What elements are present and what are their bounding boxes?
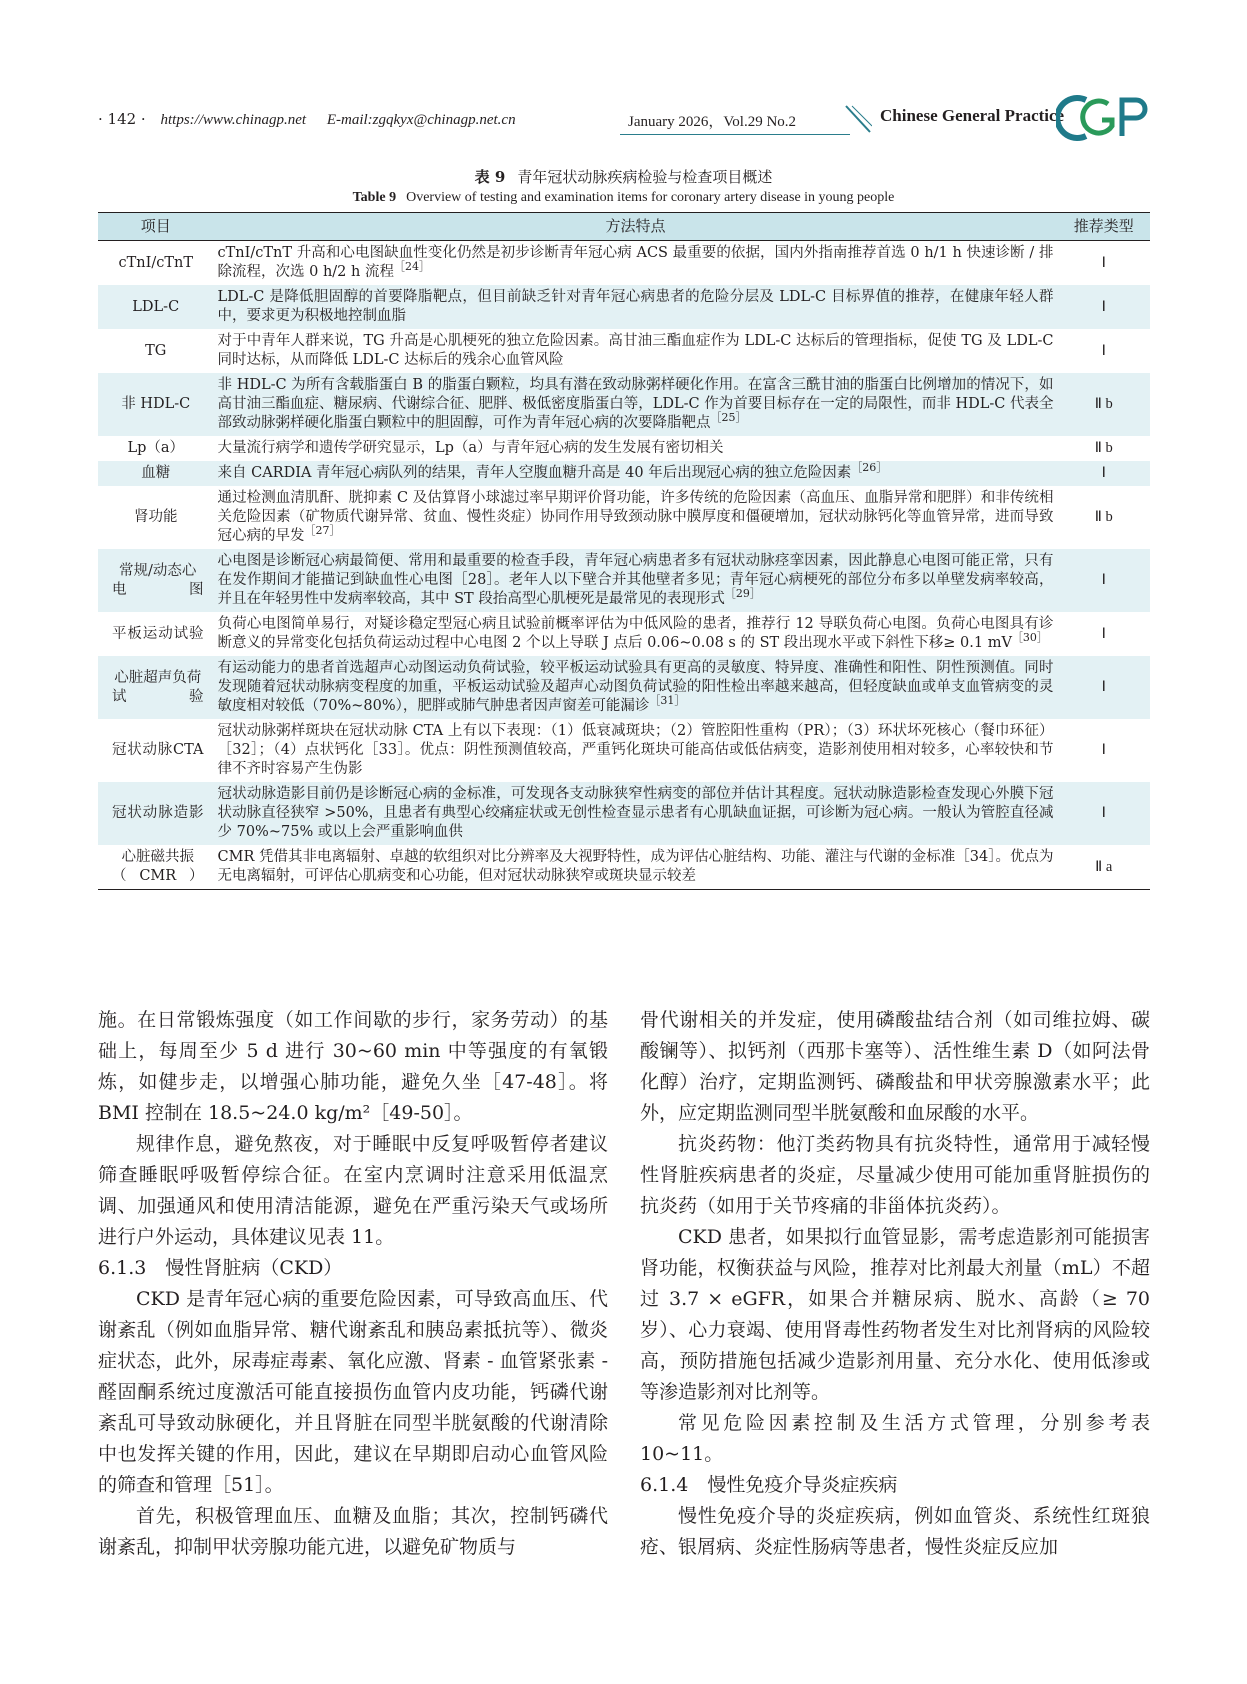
row-description [214, 436, 1058, 461]
table-row [98, 436, 1150, 461]
table-row [98, 461, 1150, 486]
row-item: 冠状动脉造影 [98, 782, 214, 845]
table-row [98, 845, 1150, 890]
table-row [98, 719, 1150, 782]
page-number: · 142 · [98, 110, 146, 128]
body-column-right [640, 1005, 1150, 1563]
row-reference: ［27］ [304, 524, 341, 538]
row-item: 平板运动试验 [112, 625, 204, 642]
table-row [98, 373, 1150, 436]
col-header-item: 项目 [98, 213, 214, 241]
journal-name: Chinese General Practice [880, 106, 1065, 125]
table-row [98, 241, 1150, 286]
row-description [214, 285, 1058, 329]
cgp-logo [1056, 92, 1152, 142]
row-item: Lp（a） [127, 440, 185, 456]
body-paragraph: 规律作息，避免熬夜，对于睡眠中反复呼吸暂停者建议筛查睡眠呼吸暂停综合征。在室内烹调时注意采用低温烹调、加强通风和使用清洁能源，避免在严重污染天气或场所进行户外运动，具体建议见表 11。 [98, 1133, 608, 1248]
row-grade: Ⅰ [1057, 461, 1150, 486]
row-grade: Ⅱ b [1057, 373, 1150, 436]
row-item: 常规/动态心电图 [98, 549, 214, 612]
table-row [98, 549, 1150, 612]
body-paragraph: 骨代谢相关的并发症，使用磷酸盐结合剂（如司维拉姆、碳酸镧等）、拟钙剂（西那卡塞等）、活性维生素 D（如阿法骨化醇）治疗，定期监测钙、磷酸盐和甲状旁腺激素水平；此外，应定期监测同型半胱氨酸和血尿酸的水平。 [640, 1009, 1150, 1124]
row-grade: Ⅱ b [1094, 509, 1113, 525]
row-item: 非 HDL-C [98, 373, 214, 436]
row-reference: ［31］ [649, 694, 686, 708]
table-row [98, 612, 1150, 656]
row-description-text: CMR 凭借其非电离辐射、卓越的软组织对比分辨率及大视野特性，成为评估心脏结构、功能、灌注与代谢的金标准［34］。优点为无电离辐射，可评估心肌病变和心功能，但对冠状动脉狭窄或斑块显示较差 [217, 849, 1054, 884]
row-description [214, 549, 1058, 612]
row-description-text: cTnI/cTnT 升高和心电图缺血性变化仍然是初步诊断青年冠心病 ACS 最重要的依据，国内外指南推荐首选 0 h/1 h 快速诊断 / 排除流程，次选 0 h/2 h 流程 [217, 245, 1054, 280]
table-row [98, 486, 1150, 549]
journal-email[interactable]: E-mail:zgqkyx@chinagp.net.cn [326, 112, 516, 128]
row-item: 心脏磁共振（CMR） [98, 845, 214, 890]
table-header-row [98, 213, 1150, 241]
body-paragraph: 抗炎药物：他汀类药物具有抗炎特性，通常用于减轻慢性肾脏疾病患者的炎症，尽量减少使用可能加重肾脏损伤的抗炎药（如用于关节疼痛的非甾体抗炎药）。 [640, 1133, 1150, 1217]
row-grade: Ⅰ [1101, 742, 1106, 758]
row-description [214, 461, 1058, 486]
col-header-grade: 推荐类型 [1057, 213, 1150, 241]
row-grade: Ⅰ [1057, 656, 1150, 719]
header-rule [620, 134, 850, 135]
body-paragraph: CKD 是青年冠心病的重要危险因素，可导致高血压、代谢紊乱（例如血脂异常、糖代谢紊乱和胰岛素抵抗等）、微炎症状态，此外，尿毒症毒素、氧化应激、肾素 - 血管紧张素 - 醛固酮系统过度激活可能直接损伤血管内皮功能，钙磷代谢紊乱可导致动脉硬化，并且肾脏在同型半胱氨酸的代谢清除中也发挥关键的作用，因此，建议在早期即启动心血管风险的筛查和管理［51］。 [98, 1288, 608, 1496]
row-description [214, 241, 1058, 286]
row-item: 肾功能 [134, 509, 178, 525]
row-item: LDL-C [98, 285, 214, 329]
body-paragraph: 首先，积极管理血压、血糖及血脂；其次，控制钙磷代谢紊乱，抑制甲状旁腺功能亢进，以避免矿物质与 [98, 1505, 608, 1558]
row-grade: Ⅰ [1101, 342, 1106, 359]
table-title-cn: 表 9 青年冠状动脉疾病检验与检查项目概述 [474, 168, 773, 186]
body-paragraph: 施。在日常锻炼强度（如工作间歇的步行，家务劳动）的基础上，每周至少 5 d 进行 30~60 min 中等强度的有氧锻炼，如健步走，以增强心肺功能，避免久坐［47-48］。将 BMI 控制在 18.5~24.0 kg/m²［49-50］。 [98, 1009, 608, 1124]
issue-info: January 2026，Vol.29 No.2 [628, 114, 797, 130]
row-grade: Ⅰ [1101, 254, 1106, 271]
row-description-text: 负荷心电图简单易行，对疑诊稳定型冠心病且试验前概率评估为中低风险的患者，推荐行 12 导联负荷心电图。负荷心电图具有诊断意义的异常变化包括负荷运动过程中心电图 2 个以上导联 J 点后 0.06~0.08 s 的 ST 段出现水平或下斜性下移≥ 0.1 mV [217, 616, 1054, 651]
section-heading: 6.1.4 慢性免疫介导炎症疾病 [640, 1474, 898, 1496]
row-grade: Ⅱ a [1057, 845, 1150, 890]
row-description-text: 有运动能力的患者首选超声心动图运动负荷试验，较平板运动试验具有更高的灵敏度、特异度、准确性和阳性、阴性预测值。同时发现随着冠状动脉病变程度的加重，平板运动试验及超声心动图负荷试验的阳性检出率越来越高，但轻度缺血或单支血管病变的灵敏度相对较低（70%~80%），肥胖或肺气肿患者因声窗差可能漏诊 [217, 660, 1054, 714]
body-paragraph: 常见危险因素控制及生活方式管理，分别参考表 10~11。 [640, 1412, 1150, 1465]
row-description-text: 对于中青年人群来说，TG 升高是心肌梗死的独立危险因素。高甘油三酯血症作为 LDL-C 达标后的管理指标，促使 TG 及 LDL-C 同时达标，从而降低 LDL-C 达标后的残余心血管风险 [217, 333, 1054, 368]
row-grade: Ⅰ [1101, 625, 1106, 642]
row-description [214, 612, 1058, 656]
section-heading: 6.1.3 慢性肾脏病（CKD） [98, 1257, 343, 1279]
row-item: cTnI/cTnT [118, 254, 194, 271]
row-reference: ［30］ [1011, 631, 1048, 645]
row-description [214, 656, 1058, 719]
row-description [214, 329, 1058, 373]
row-item: 心脏超声负荷试验 [98, 656, 214, 719]
table-row [98, 329, 1150, 373]
row-grade: Ⅰ [1057, 782, 1150, 845]
body-paragraph: CKD 患者，如果拟行血管显影，需考虑造影剂可能损害肾功能，权衡获益与风险，推荐对比剂最大剂量（mL）不超过 3.7 × eGFR，如果合并糖尿病、脱水、高龄（≥ 70 岁）、心力衰竭、使用肾毒性药物者发生对比剂肾病的风险较高，预防措施包括减少造影剂用量、充分水化、使用低渗或等渗造影剂对比剂等。 [640, 1226, 1150, 1403]
row-description-text: 通过检测血清肌酐、胱抑素 C 及估算肾小球滤过率早期评价肾功能，许多传统的危险因素（高血压、血脂异常和肥胖）和非传统相关危险因素（矿物质代谢异常、贫血、慢性炎症）协同作用导致颈动脉中膜厚度和僵硬增加，冠状动脉钙化等血管异常，进而导致冠心病的早发 [217, 490, 1054, 544]
row-grade: Ⅱ b [1094, 440, 1113, 456]
row-reference: ［26］ [851, 461, 888, 475]
row-grade: Ⅰ [1057, 285, 1150, 329]
table-title-en: Table 9 Overview of testing and examination items for coronary artery disease in young people [352, 190, 895, 205]
row-reference: ［25］ [710, 411, 747, 425]
row-description-text: 冠状动脉粥样斑块在冠状动脉 CTA 上有以下表现：（1）低衰减斑块；（2）管腔阳性重构（PR）；（3）环状坏死核心（餐巾环征）［32］；（4）点状钙化［33］。优点：阴性预测值较高，严重钙化斑块可能高估或低估病变，造影剂使用相对较多，心率较快和节律不齐时容易产生伪影 [217, 723, 1054, 777]
row-description-text: 大量流行病学和遗传学研究显示，Lp（a）与青年冠心病的发生发展有密切相关 [217, 440, 724, 456]
row-grade: Ⅰ [1057, 549, 1150, 612]
table-row [98, 285, 1150, 329]
row-description-text: 心电图是诊断冠心病最简便、常用和最重要的检查手段，青年冠心病患者多有冠状动脉痉挛因素，因此静息心电图可能正常，只有在发作期间才能描记到缺血性心电图［28］。老年人以下壁合并其他壁者多见；青年冠心病梗死的部位分布多以单壁发病率较高，并且在年轻男性中发病率较高，其中 ST 段抬高型心肌梗死是最常见的表现形式 [217, 553, 1054, 607]
table-9 [98, 212, 1150, 890]
row-description [214, 782, 1058, 845]
row-description [214, 719, 1058, 782]
row-item: 血糖 [98, 461, 214, 486]
row-item: TG [145, 342, 167, 359]
table-row [98, 656, 1150, 719]
row-description [214, 486, 1058, 549]
row-description [214, 373, 1058, 436]
row-reference: ［24］ [393, 260, 430, 274]
row-description-text: LDL-C 是降低胆固醇的首要降脂靶点，但目前缺乏针对青年冠心病患者的危险分层及 LDL-C 目标界值的推荐，在健康年轻人群中，要求更为积极地控制血脂 [217, 289, 1054, 324]
row-reference: ［29］ [724, 587, 761, 601]
row-description [214, 845, 1058, 890]
running-header [98, 100, 1148, 140]
row-item: 冠状动脉CTA [112, 742, 204, 758]
col-header-method: 方法特点 [214, 213, 1058, 241]
body-column-left [98, 1005, 608, 1563]
row-description-text: 非 HDL-C 为所有含载脂蛋白 B 的脂蛋白颗粒，均具有潜在致动脉粥样硬化作用。在富含三酰甘油的脂蛋白比例增加的情况下，如高甘油三酯血症、糖尿病、代谢综合征、肥胖、极低密度脂蛋白等，LDL-C 作为首要目标存在一定的局限性，而非 HDL-C 代表全部致动脉粥样硬化脂蛋白颗粒中的胆固醇，可作为青年冠心病的次要降脂靶点 [217, 377, 1054, 431]
header-slash-decoration [844, 104, 872, 134]
table-row [98, 782, 1150, 845]
row-description-text: 冠状动脉造影目前仍是诊断冠心病的金标准，可发现各支动脉狭窄性病变的部位并估计其程度。冠状动脉造影检查发现心外膜下冠状动脉直径狭窄 >50%，且患者有典型心绞痛症状或无创性检查显示患者有心肌缺血证据，可诊断为冠心病。一般认为管腔直径减少 70%~75% 或以上会严重影响血供 [217, 786, 1054, 840]
body-paragraph: 慢性免疫介导的炎症疾病，例如血管炎、系统性红斑狼疮、银屑病、炎症性肠病等患者，慢性炎症反应加 [640, 1505, 1150, 1558]
row-description-text: 来自 CARDIA 青年冠心病队列的结果，青年人空腹血糖升高是 40 年后出现冠心病的独立危险因素 [217, 465, 852, 481]
header-left [98, 110, 516, 129]
journal-url[interactable]: https://www.chinagp.net [160, 112, 307, 128]
